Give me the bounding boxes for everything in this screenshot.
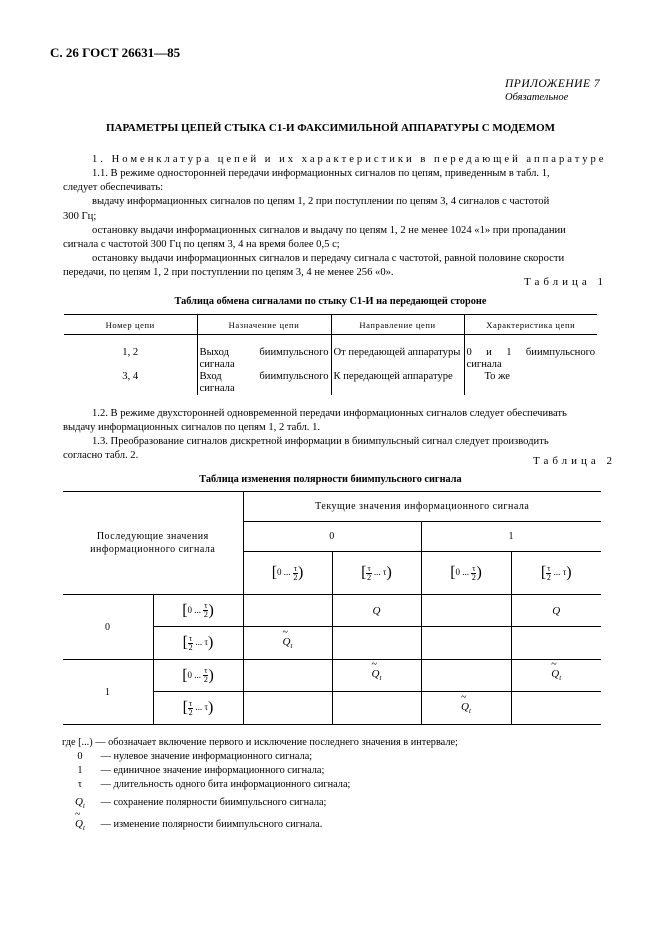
legend-item bbox=[62, 736, 458, 750]
table-row bbox=[63, 660, 601, 692]
paragraph-1-3-line: согласно табл. 2. bbox=[63, 450, 139, 461]
legend-item bbox=[62, 795, 458, 813]
legend-text: — нулевое значение информационного сигнала; bbox=[100, 751, 313, 762]
table-cell: 3, 4 bbox=[122, 371, 139, 382]
table-cell bbox=[421, 627, 511, 660]
legend-text: — длительность одного бита информационного сигнала; bbox=[100, 779, 351, 790]
legend-item bbox=[62, 817, 458, 835]
table-row bbox=[64, 371, 597, 395]
table-cell: Q bbox=[511, 595, 601, 627]
table-cell: ~ $Q_t$ bbox=[332, 660, 421, 692]
interval-second-half: [ $\frac{\tau}{2}$ ... τ) bbox=[332, 552, 421, 595]
paragraph-1-2: 1.2. В режиме двухсторонней одновременной передачи информационных сигналов следует обеспечивать bbox=[92, 408, 567, 419]
interval-second-half: [ $\frac{\tau}{2}$ ... τ) bbox=[511, 552, 601, 595]
interval-first-half: [0 ... $\frac{\tau}{2}$ ) bbox=[153, 660, 243, 692]
table-cell: От передающей аппаратуры bbox=[331, 347, 464, 371]
table-cell: Выход биимпульсного сигнала bbox=[197, 347, 331, 371]
interval-second-half: [ $\frac{\tau}{2}$ ... τ) bbox=[153, 692, 243, 725]
table-1-header: Назначение цепи bbox=[197, 315, 331, 335]
table-2 bbox=[63, 491, 601, 725]
paragraph-1-1-line: следует обеспечивать: bbox=[63, 182, 164, 193]
column-value-0: 0 bbox=[243, 522, 421, 552]
table-1-header: Характеристика цепи bbox=[464, 315, 597, 335]
table-cell bbox=[332, 692, 421, 725]
legend-symbol: 0 bbox=[77, 751, 83, 762]
legend-symbol: $Q_t$ bbox=[75, 796, 85, 811]
table-1-header: Направление цепи bbox=[331, 315, 464, 335]
column-header: Текущие значения информационного сигнала bbox=[243, 492, 601, 522]
paragraph-1-1-line: сигнала с частотой 300 Гц по цепям 3, 4 на время более 0,5 с; bbox=[63, 239, 340, 250]
legend bbox=[62, 736, 458, 835]
table-cell bbox=[421, 660, 511, 692]
table-cell: Вход биимпульсного сигнала bbox=[197, 371, 331, 395]
paragraph-1-1-line: 300 Гц; bbox=[63, 211, 97, 222]
legend-text: — единичное значение информационного сигнала; bbox=[100, 765, 325, 776]
table-cell bbox=[243, 595, 332, 627]
table-1-caption: Таблица обмена сигналами по стыку С1-И на передающей стороне bbox=[174, 296, 487, 307]
legend-item bbox=[62, 764, 458, 778]
table-cell: ~ $Q_t$ bbox=[511, 660, 601, 692]
legend-item bbox=[62, 778, 458, 792]
legend-text: — изменение полярности биимпульсного сигнала. bbox=[100, 819, 323, 831]
paragraph-1-1-line: остановку выдачи информационных сигналов и передачу сигнала с частотой, равной половине скорости bbox=[92, 253, 565, 264]
paragraph-1-3: 1.3. Преобразование сигналов дискретной информации в биимпульсный сигнал следует производить bbox=[92, 436, 549, 447]
table-1 bbox=[64, 314, 597, 395]
table-cell bbox=[243, 660, 332, 692]
legend-text: — сохранение полярности биимпульсного сигнала; bbox=[100, 797, 327, 808]
row-header: Последующие значения информационного сигнала bbox=[63, 492, 243, 595]
legend-item bbox=[62, 750, 458, 764]
paragraph-1-1: 1.1. В режиме односторонней передачи информационных сигналов по цепям, приведенным в табл. 1, bbox=[92, 168, 550, 179]
table-1-number: Таблица 1 bbox=[524, 276, 608, 288]
section-1-heading: 1. Номенклатура цепей и их характеристики в передающей аппаратуре bbox=[92, 154, 607, 165]
table-cell bbox=[332, 627, 421, 660]
table-cell: ~ $Q_t$ bbox=[243, 627, 332, 660]
table-cell: 1, 2 bbox=[122, 347, 139, 358]
table-cell: ~ $Q_t$ bbox=[421, 692, 511, 725]
table-cell bbox=[511, 692, 601, 725]
table-1-header: Номер цепи bbox=[64, 315, 197, 335]
table-cell: Q bbox=[332, 595, 421, 627]
table-cell bbox=[243, 692, 332, 725]
column-value-1: 1 bbox=[421, 522, 601, 552]
table-2-number: Таблица 2 bbox=[533, 455, 617, 467]
appendix-status: Обязательное bbox=[505, 92, 569, 103]
appendix-title: ПРИЛОЖЕНИЕ 7 bbox=[505, 78, 601, 90]
table-cell: К передающей аппаратуре bbox=[331, 371, 464, 395]
interval-second-half: [ $\frac{\tau}{2}$ ... τ) bbox=[153, 627, 243, 660]
table-cell bbox=[421, 595, 511, 627]
interval-first-half: [0 ... $\frac{\tau}{2}$ ) bbox=[153, 595, 243, 627]
row-value-0: 0 bbox=[63, 595, 153, 660]
interval-first-half: [0 ... $\frac{\tau}{2}$ ) bbox=[243, 552, 332, 595]
table-row bbox=[63, 595, 601, 627]
legend-symbol: τ bbox=[77, 779, 83, 790]
paragraph-1-2-line: выдачу информационных сигналов по цепям 1, 2 табл. 1. bbox=[63, 422, 321, 433]
table-cell bbox=[511, 627, 601, 660]
table-row bbox=[64, 347, 597, 371]
legend-symbol: ~ $Q_t$ bbox=[62, 817, 98, 835]
interval-first-half: [0 ... $\frac{\tau}{2}$ ) bbox=[421, 552, 511, 595]
document-title: ПАРАМЕТРЫ ЦЕПЕЙ СТЫКА С1-И ФАКСИМИЛЬНОЙ АППАРАТУРЫ С МОДЕМОМ bbox=[105, 122, 556, 134]
legend-symbol: где [...) bbox=[62, 737, 93, 748]
paragraph-1-1-line: выдачу информационных сигналов по цепям 1, 2 при поступлении по цепям 3, 4 сигналов с частотой bbox=[92, 196, 550, 207]
table-2-caption: Таблица изменения полярности биимпульсного сигнала bbox=[199, 474, 462, 485]
table-cell: 0 и 1 биимпульсного сигнала bbox=[464, 347, 597, 371]
legend-text: — обозначает включение первого и исключение последнего значения в интервале; bbox=[95, 737, 458, 748]
table-cell: То же bbox=[464, 371, 597, 395]
page-header: С. 26 ГОСТ 26631—85 bbox=[50, 45, 181, 60]
legend-symbol: 1 bbox=[77, 765, 83, 776]
row-value-1: 1 bbox=[63, 660, 153, 725]
paragraph-1-1-line: передачи, по цепям 1, 2 при поступлении по цепям 3, 4 не менее 256 «0». bbox=[63, 267, 394, 278]
paragraph-1-1-line: остановку выдачи информационных сигналов и выдачу по цепям 1, 2 не менее 1024 «1» при пропадании bbox=[92, 225, 566, 236]
